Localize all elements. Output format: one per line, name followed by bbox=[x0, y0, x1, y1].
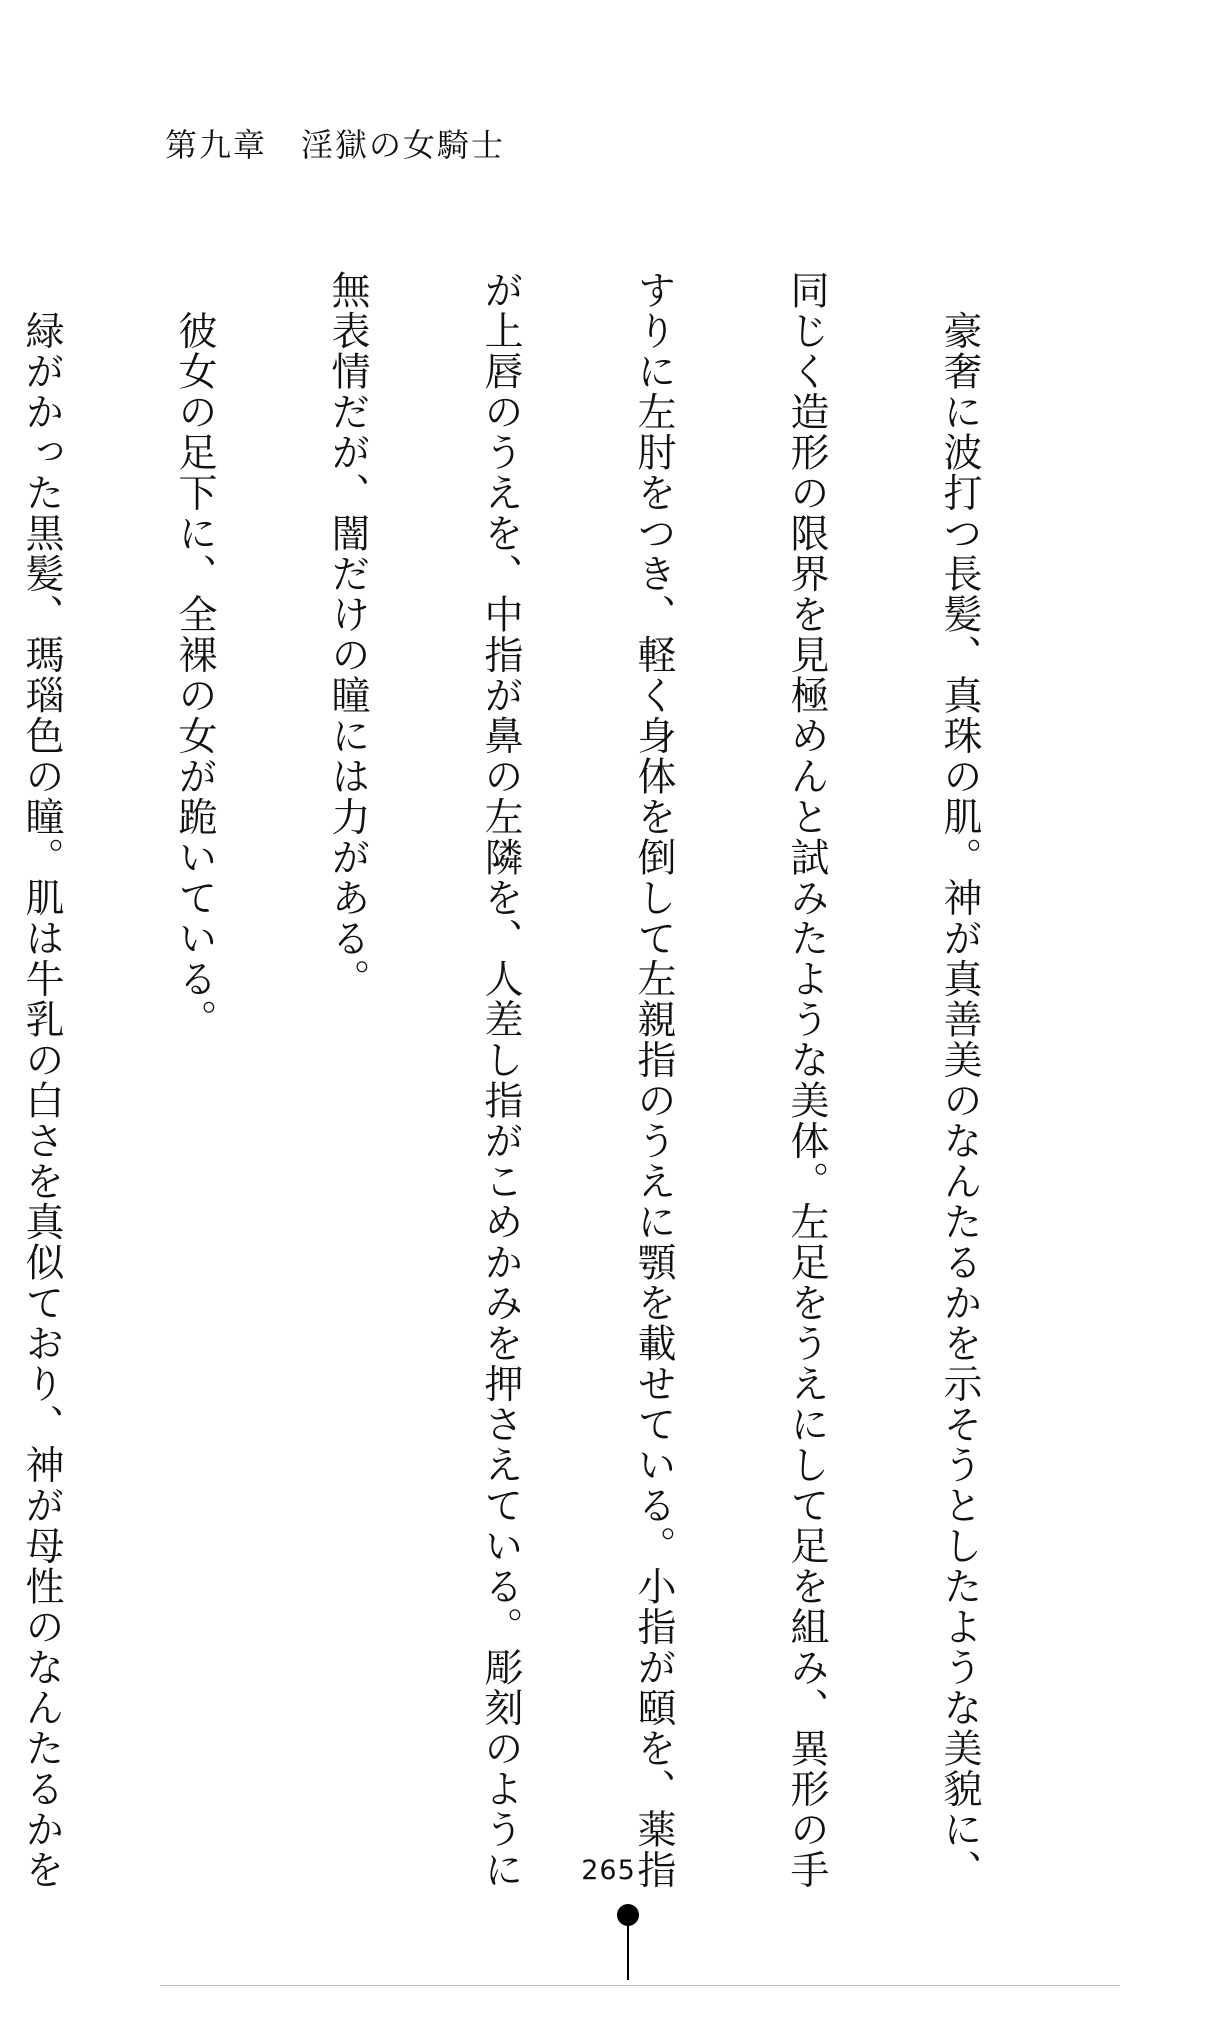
text-line: が上唇のうえを、中指が鼻の左隣を、人差し指がこめかみを押さえている。彫刻のように bbox=[478, 270, 523, 1890]
page-marker-line bbox=[627, 1920, 629, 1980]
text-line: 彼女の足下に、全裸の女が跪いている。 bbox=[172, 270, 217, 1040]
bottom-divider bbox=[160, 1985, 1120, 1986]
running-title: 第九章 淫獄の女騎士 bbox=[165, 126, 506, 164]
text-line: 同じく造形の限界を見極めんと試みたような美体。左足をうえにして足を組み、異形の手 bbox=[784, 270, 829, 1890]
text-line: すりに左肘をつき、軽く身体を倒して左親指のうえに顎を載せている。小指が頤を、薬指 bbox=[631, 270, 676, 1890]
page-number: 265 bbox=[581, 1855, 636, 1886]
text-line: 豪奢に波打つ長髪、真珠の肌。神が真善美のなんたるかを示そうとしたような美貌に、 bbox=[937, 270, 982, 1890]
text-line: 緑がかった黒髪、瑪瑙色の瞳。肌は牛乳の白さを真似ており、神が母性のなんたるかを bbox=[19, 270, 64, 1890]
text-line: 無表情だが、闇だけの瞳には力がある。 bbox=[325, 270, 370, 999]
